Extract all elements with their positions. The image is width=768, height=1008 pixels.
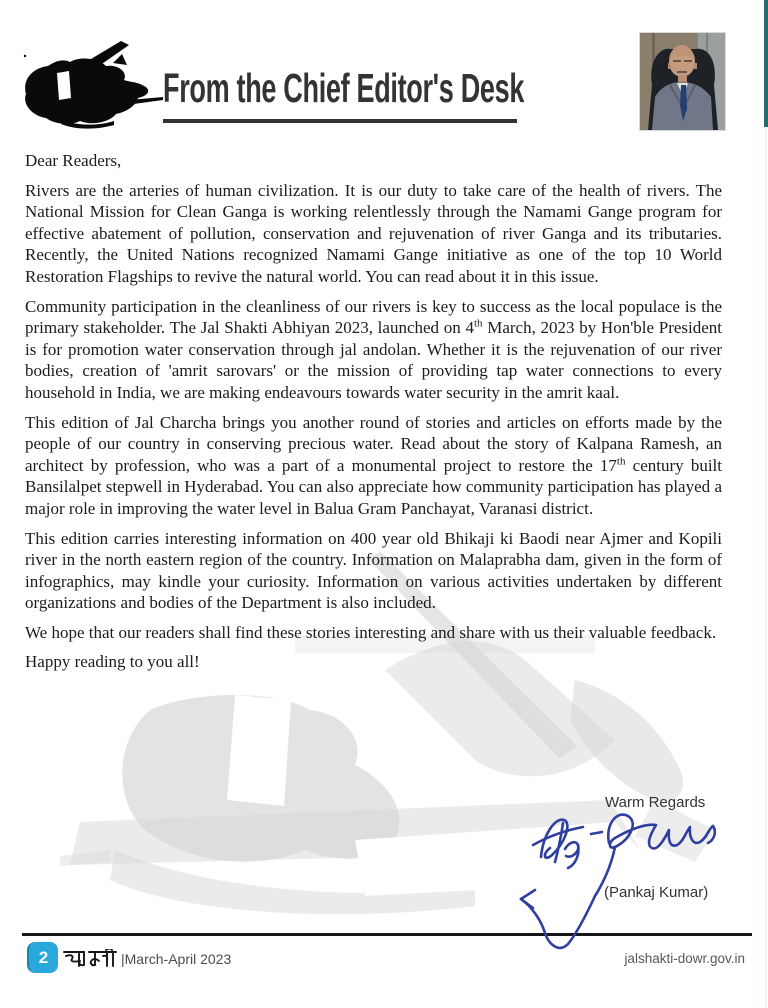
salutation: Dear Readers, [25,151,122,170]
letter-body [25,150,722,681]
paragraph-3-post: century built Bansilalpet stepwell in Hyderabad. You can also appreciate how community participation has played a major role in improving the water level in Balua Gram Panchayat, Varanasi district. [25,455,722,518]
paragraph-4 [25,528,722,614]
paragraph-1-text: Rivers are the arteries of human civilization. It is our duty to take care of the health of rivers. The National Mission for Clean Ganga is working relentlessly through the Namami Gange program for effective abatement of pollution, conservation and rejuvenation of river Ganga and its tributaries. Recently, the United Nations recognized Namami Gange initiative as one of the top 10 World Restoration Flagships to revive the natural world. You can read about it in this issue. [25,180,722,286]
issue-label: |March-April 2023 [121,951,232,967]
ordinal-superscript: th [473,317,483,330]
paragraph-2-post: March, 2023 by Hon'ble President is for promotion water conservation through jal andolan. Whether it is the rejuvenation of our river bodies, creation of 'amrit sarovars' or the mission of providing tap water connections to every household in India, we are making endeavours towards water security in the amrit kaal. [25,318,723,402]
paragraph-5-text: We hope that our readers shall find these stories interesting and share with us their valuable feedback. [25,622,717,642]
paragraph-6 [25,651,722,673]
paragraph-4-text: This edition carries interesting information on 400 year old Bhikaji ki Baodi near Ajmer and Kopili river in the north eastern region of the country. Information on Malaprabha dam, given in the form of infographics, may kindle your curiosity. Information on various activities undertaken by different organizations and bodies of the Department is also included. [25,528,722,613]
title-underline [163,119,517,123]
paragraph-2 [25,296,722,404]
brand-hindi-jal-charcha [63,949,117,969]
chief-editor-portrait-photo [640,33,725,130]
paragraph-3-pre: This edition of Jal Charcha brings you another round of stories and articles on efforts made by the people of our country in conserving precious water. Read about the story of Kalpana Ramesh, an architect by profession, who was a part of a monumental project to restore the 17 [25,412,722,475]
paragraph-2-pre: Community participation in the cleanliness of our rivers is key to success as the local populace is the primary stakeholder. The Jal Shakti Abhiyan 2023, launched on 4 [25,296,722,338]
page-title: From the Chief Editor's Desk [163,65,525,111]
paragraph-1 [25,180,722,288]
paragraph-6-text: Happy reading to you all! [25,652,200,672]
website-url: jalshakti-dowr.gov.in [624,951,745,966]
closing-text: Warm Regards [605,794,706,811]
ink-splash-graphic [18,38,163,130]
paragraph-3 [25,412,722,520]
page-number-badge: 2 [27,942,58,973]
right-accent-bar-faint [765,127,767,1008]
right-accent-bar [764,0,768,127]
paragraph-5 [25,622,722,644]
ordinal-superscript: th [616,455,626,468]
handwritten-signature [505,793,720,973]
signatory-name: (Pankaj Kumar) [604,884,709,901]
